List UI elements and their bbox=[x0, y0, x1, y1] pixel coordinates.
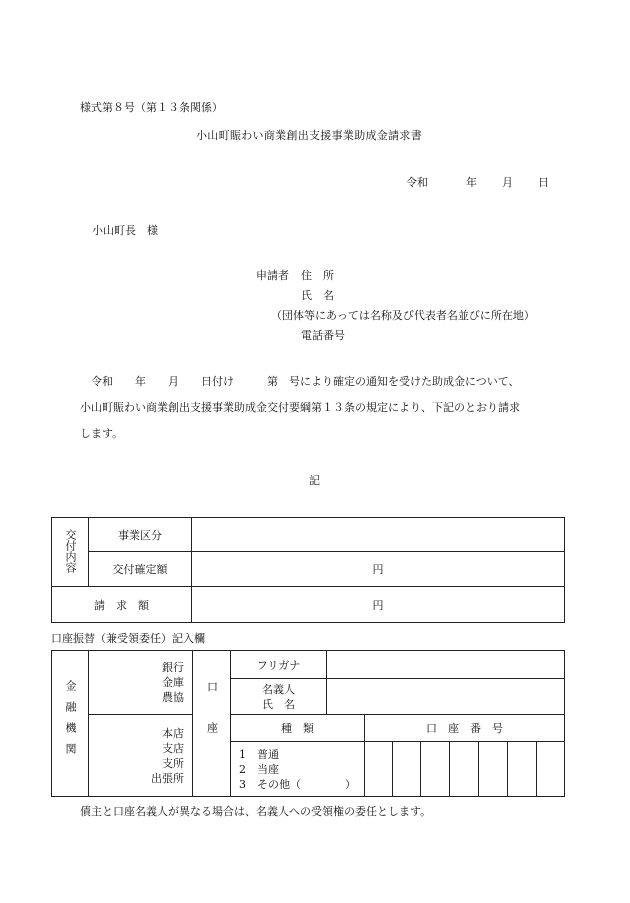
account-type-options[interactable] bbox=[231, 742, 365, 797]
branch-type-honten: 本店 bbox=[162, 726, 184, 740]
furigana-value[interactable] bbox=[327, 651, 565, 679]
applicant-name-label: 氏 名 bbox=[301, 289, 334, 302]
holder-label-1: 名義人 bbox=[262, 682, 295, 696]
furigana-label: フリガナ bbox=[231, 651, 327, 679]
account-digit-6[interactable] bbox=[508, 742, 537, 797]
date-day: 日 bbox=[538, 176, 549, 189]
financial-group-cell bbox=[52, 651, 89, 797]
date-month: 月 bbox=[502, 176, 513, 189]
ki-marker: 記 bbox=[309, 474, 320, 487]
account-type-other[interactable]: 3 その他（ ） bbox=[239, 777, 356, 791]
body-line-1: 令和 年 月 日付け 第 号により確定の通知を受けた助成金について、 bbox=[91, 375, 520, 388]
branch-type-shiten: 支店 bbox=[162, 741, 184, 755]
branch-type-shutchojo: 出張所 bbox=[151, 771, 184, 785]
confirmed-amount-label: 交付確定額 bbox=[89, 552, 192, 587]
confirmed-amount-value[interactable]: 円 bbox=[192, 552, 565, 587]
account-type-ordinary[interactable]: 1 普通 bbox=[239, 747, 279, 761]
bank-type-cell[interactable] bbox=[89, 651, 193, 715]
form-number: 様式第８号（第１３条関係） bbox=[80, 101, 223, 114]
account-digit-3[interactable] bbox=[421, 742, 450, 797]
account-group-cell bbox=[193, 651, 231, 797]
bank-type-shinkin: 金庫 bbox=[162, 676, 184, 689]
financial-group-label: 金融機関 bbox=[64, 680, 77, 764]
bank-table bbox=[51, 650, 565, 797]
account-digit-1[interactable] bbox=[365, 742, 393, 797]
account-digit-5[interactable] bbox=[479, 742, 508, 797]
business-category-label: 事業区分 bbox=[89, 518, 192, 552]
branch-type-cell[interactable] bbox=[89, 715, 193, 797]
document-title: 小山町賑わい商業創出支援事業助成金請求書 bbox=[196, 129, 422, 142]
account-number-header: 口 座 番 号 bbox=[365, 715, 565, 742]
request-amount-label: 請 求 額 bbox=[52, 587, 192, 623]
date-era: 令和 bbox=[406, 176, 428, 189]
account-digit-4[interactable] bbox=[450, 742, 479, 797]
applicant-phone-label: 電話番号 bbox=[301, 329, 345, 342]
applicant-address-label: 住 所 bbox=[301, 269, 334, 282]
business-category-value[interactable] bbox=[192, 518, 565, 552]
bank-type-bank: 銀行 bbox=[162, 661, 184, 674]
grant-group-label: 交付内容 bbox=[64, 528, 77, 573]
bank-caption: 口座振替（兼受領委任）記入欄 bbox=[51, 632, 205, 645]
branch-type-shisho: 支所 bbox=[162, 756, 184, 770]
body-line-3: します。 bbox=[80, 427, 124, 440]
holder-label-cell bbox=[231, 679, 327, 715]
account-digit-7[interactable] bbox=[537, 742, 565, 797]
account-digit-2[interactable] bbox=[393, 742, 421, 797]
account-type-header: 種 類 bbox=[231, 715, 365, 742]
grant-table bbox=[51, 517, 565, 623]
holder-name-value[interactable] bbox=[327, 679, 565, 715]
account-type-checking[interactable]: 2 当座 bbox=[239, 762, 279, 776]
body-line-2: 小山町賑わい商業創出支援事業助成金交付要綱第１３条の規定により、下記のとおり請求 bbox=[80, 401, 520, 414]
footer-note: 債主と口座名義人が異なる場合は、名義人への受領権の委任とします。 bbox=[80, 805, 432, 818]
applicant-note: （団体等にあっては名称及び代表者名並びに所在地） bbox=[271, 309, 535, 322]
addressee: 小山町長 様 bbox=[92, 224, 158, 237]
date-year: 年 bbox=[466, 176, 477, 189]
applicant-label: 申請者 bbox=[256, 269, 289, 282]
holder-label-2: 氏 名 bbox=[262, 697, 295, 711]
account-group-label: 口座 bbox=[205, 681, 219, 763]
bank-type-nokyo: 農協 bbox=[162, 691, 184, 704]
request-amount-value[interactable]: 円 bbox=[192, 587, 565, 623]
grant-group-cell bbox=[52, 518, 89, 587]
